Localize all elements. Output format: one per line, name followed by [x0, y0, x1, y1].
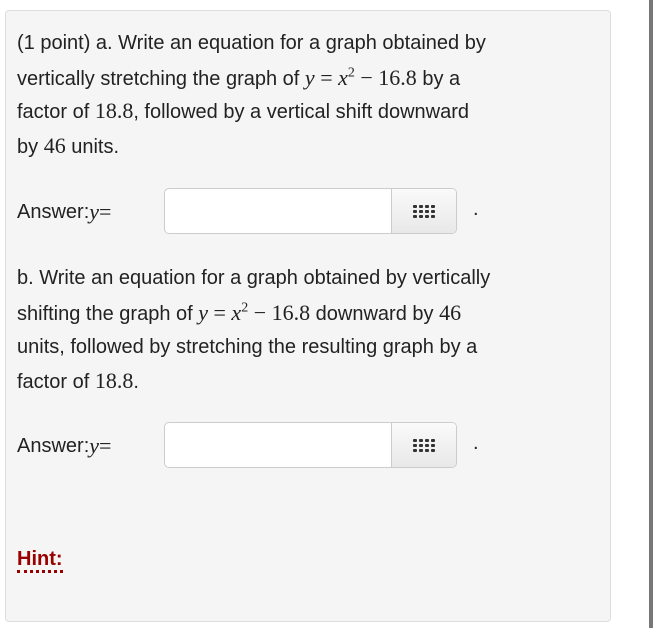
part-a-line-4 — [17, 134, 119, 159]
text: . — [133, 371, 139, 393]
answer-b-label — [17, 422, 111, 470]
math-exp: 2 — [347, 65, 355, 81]
answer-a-keypad-button[interactable] — [391, 189, 456, 233]
text: units, followed by stretching the resulting graph by a — [17, 336, 478, 358]
math-shift: 46 — [43, 133, 66, 158]
answer-a-period: . — [473, 198, 479, 220]
math-var: x — [231, 300, 242, 325]
scrollbar[interactable] — [649, 0, 653, 628]
math-eq: = — [99, 199, 112, 224]
math-const: − 16.8 — [354, 65, 417, 90]
math-var: y — [304, 65, 315, 90]
answer-b-keypad-button[interactable] — [391, 423, 456, 467]
math-var: y — [89, 433, 100, 458]
math-eq: = — [314, 65, 339, 90]
hint-link[interactable]: Hint: — [17, 548, 63, 573]
math-factor: 18.8 — [94, 368, 134, 393]
part-a-line-1 — [17, 31, 486, 55]
text: , followed by a vertical shift downward — [133, 101, 470, 123]
text: Answer: — [17, 434, 90, 457]
text: by — [17, 136, 44, 158]
part-a-line-3 — [17, 99, 469, 124]
text: (1 point) a. Write an equation for a graph obtained by — [17, 32, 486, 54]
answer-a-input[interactable] — [165, 189, 393, 233]
part-b-line-4 — [17, 369, 139, 394]
math-exp: 2 — [241, 300, 249, 316]
keypad-grid-icon — [413, 439, 435, 452]
answer-b-input[interactable] — [165, 423, 393, 467]
math-eq: = — [99, 433, 112, 458]
math-eq: = — [208, 300, 232, 325]
part-a-line-2 — [17, 66, 460, 91]
math-shift: 46 — [439, 300, 462, 325]
part-b-line-3 — [17, 335, 477, 359]
answer-b-field — [164, 422, 457, 468]
answer-a-label — [17, 188, 111, 236]
math-var: x — [338, 65, 348, 90]
text: by a — [416, 68, 461, 90]
keypad-grid-icon — [413, 205, 435, 218]
text: shifting the graph of — [17, 303, 199, 325]
equation — [305, 65, 417, 90]
part-b-line-1 — [17, 266, 490, 290]
equation — [198, 300, 310, 325]
part-b-line-2 — [17, 301, 461, 326]
text: downward by — [310, 303, 440, 325]
text: Answer: — [17, 200, 90, 223]
math-factor: 18.8 — [94, 98, 134, 123]
text: vertically stretching the graph of — [17, 68, 305, 90]
answer-b-period: . — [473, 432, 479, 454]
answer-a-field — [164, 188, 457, 234]
text: factor of — [17, 101, 95, 123]
math-var: y — [89, 199, 100, 224]
text: b. Write an equation for a graph obtained by vertically — [17, 267, 491, 289]
text: units. — [65, 136, 120, 158]
math-const: − 16.8 — [248, 300, 311, 325]
text: factor of — [17, 371, 95, 393]
math-var: y — [198, 300, 208, 325]
